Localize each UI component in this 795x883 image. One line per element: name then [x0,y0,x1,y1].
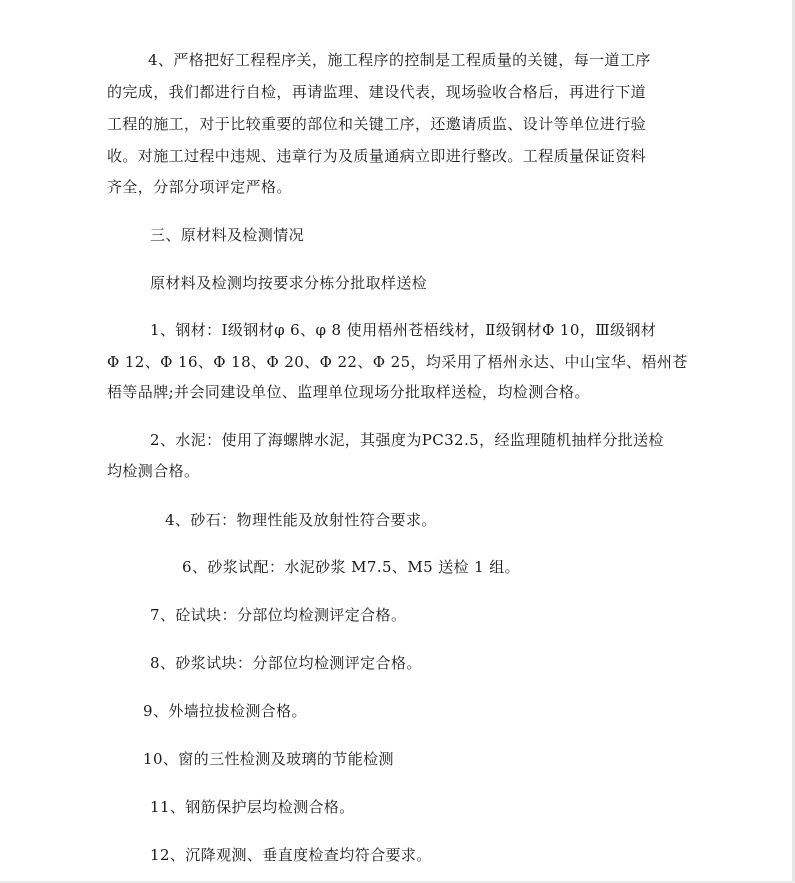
item-10: 10、窗的三性检测及玻璃的节能检测 [143,750,394,768]
item-6: 6、砂浆试配：水泥砂浆 M7.5、M5 送检 1 组。 [182,558,521,576]
paragraph-4-line-3: 工程的施工，对于比较重要的部位和关键工序，还邀请质监、设计等单位进行验 [107,115,647,133]
paragraph-4-line-2: 的完成，我们都进行自检，再请监理、建设代表，现场验收合格后，再进行下道 [107,83,647,101]
item-2-line-1: 2、水泥：使用了海螺牌水泥，其强度为PC32.5，经监理随机抽样分批送检 [150,431,664,449]
item-12: 12、沉降观测、垂直度检查均符合要求。 [150,846,432,864]
item-11: 11、钢筋保护层均检测合格。 [150,798,355,816]
item-9: 9、外墙拉拔检测合格。 [143,702,307,720]
paragraph-4-line-4: 收。对施工过程中违规、违章行为及质量通病立即进行整改。工程质量保证资料 [107,147,647,165]
item-1-line-1: 1、钢材：Ⅰ级钢材φ 6、φ 8 使用梧州苍梧线材，Ⅱ级钢材Φ 10，Ⅲ级钢材 [150,321,657,339]
paragraph-4-line-5: 齐全，分部分项评定严格。 [107,178,292,196]
intro-paragraph: 原材料及检测均按要求分栋分批取样送检 [150,274,428,292]
item-7: 7、砼试块：分部位均检测评定合格。 [150,606,407,624]
section-heading: 三、原材料及检测情况 [150,226,305,244]
item-8: 8、砂浆试块：分部位均检测评定合格。 [150,654,422,672]
item-1-line-2: Φ 12、Φ 16、Φ 18、Φ 20、Φ 22、Φ 25，均采用了梧州永达、中山宝华、梧州苍 [107,353,688,371]
item-2-line-2: 均检测合格。 [107,462,200,480]
paragraph-4-line-1: 4、严格把好工程程序关，施工程序的控制是工程质量的关键，每一道工序 [148,51,651,69]
item-4: 4、砂石：物理性能及放射性符合要求。 [165,511,437,529]
item-1-line-3: 梧等品牌;并会同建设单位、监理单位现场分批取样送检，均检测合格。 [107,383,590,401]
